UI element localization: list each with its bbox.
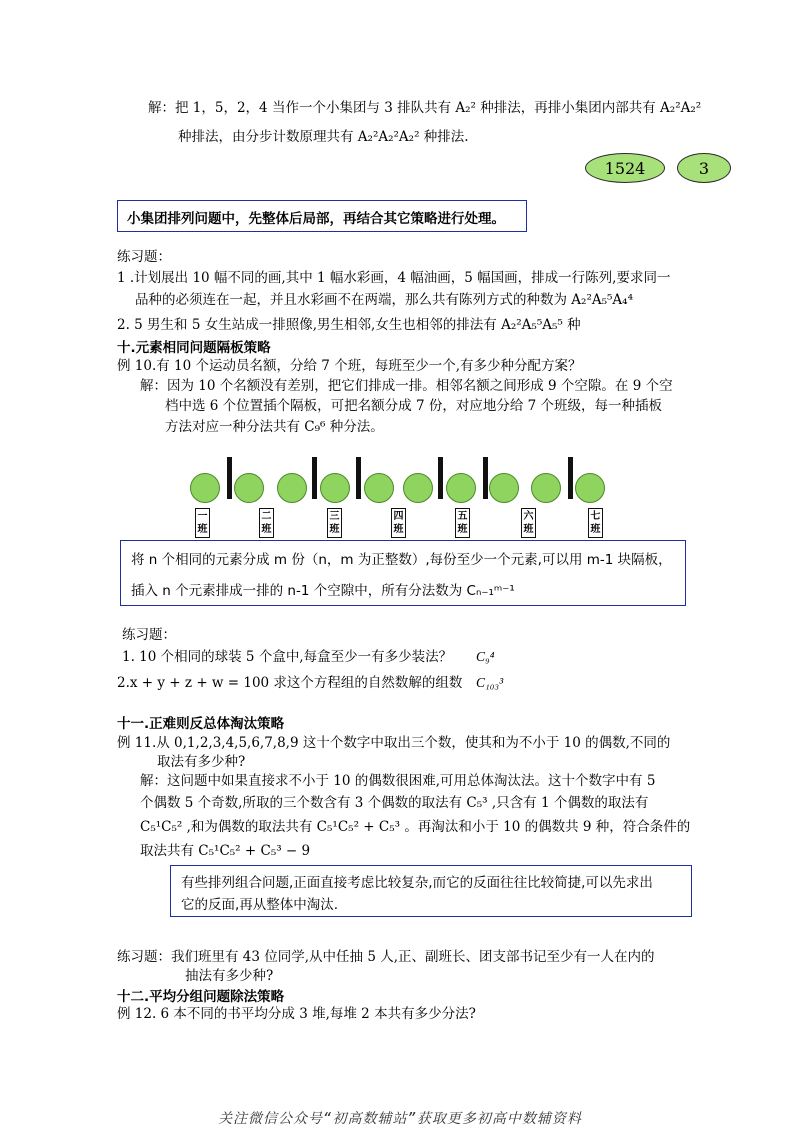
example-10-solution-line1: 解：因为 10 个名额没有差别，把它们排成一排。相邻名额之间形成 9 个空隙。在 9 个空 (140, 378, 673, 394)
summary-box-1 (117, 200, 527, 232)
item-circle (364, 473, 394, 503)
class-tag-6: 六 班 (521, 508, 536, 538)
practice-1-q2: 2. 5 男生和 5 女生站成一排照像,男生相邻,女生也相邻的排法有 A₂²A₅⁵A₅⁵ 种 (117, 317, 581, 333)
practice-2-q2-answer: C₁₀₃³ (476, 675, 504, 690)
class-tag-7: 七 班 (588, 508, 603, 538)
section-11-title: 十一.正难则反总体淘汰策略 (117, 716, 285, 732)
divider-bar (438, 457, 443, 499)
class-tag-4: 四 班 (391, 508, 406, 538)
oval-label-1524: 1524 (585, 153, 665, 183)
practice-1-q1-line1: 1 .计划展出 10 幅不同的画,其中 1 幅水彩画，4 幅油画，5 幅国画，排成一行陈列,要求同一 (117, 270, 671, 286)
example-11-solution-line1: 解：这问题中如果直接求不小于 10 的偶数很困难,可用总体淘汰法。这十个数字中有 5 (140, 773, 656, 789)
divider-bar (568, 457, 573, 499)
divider-bar (227, 457, 232, 499)
practice-2-heading: 练习题： (122, 627, 176, 643)
summary-box-2-line2: 插入 n 个元素排成一排的 n-1 个空隙中，所有分法数为 Cₙ₋₁ᵐ⁻¹ (131, 583, 515, 599)
example-11-solution-line3: C₅¹C₅² ,和为偶数的取法共有 C₅¹C₅² + C₅³ 。再淘汰和小于 10 的偶数共 9 种，符合条件的 (140, 819, 691, 835)
summary-box-2 (120, 540, 686, 606)
class-tag-3: 三 班 (327, 508, 342, 538)
summary-box-3 (170, 865, 692, 917)
class-tag-5: 五 班 (455, 508, 470, 538)
summary-box-3-line2: 它的反面,再从整体中淘汰. (181, 897, 339, 913)
example-11-line1: 例 11.从 0,1,2,3,4,5,6,7,8,9 这十个数字中取出三个数，使其和为不小于 10 的偶数,不同的 (117, 735, 671, 751)
divider-bar (483, 457, 488, 499)
oval-label-3: 3 (677, 153, 731, 183)
item-circle (531, 473, 561, 503)
practice-2-q2: 2.x + y + z + w = 100 求这个方程组的自然数解的组数 (117, 675, 463, 691)
practice-3-line2: 抽法有多少种? (185, 968, 274, 984)
example-10: 例 10.有 10 个运动员名额，分给 7 个班，每班至少一个,有多少种分配方案？ (117, 358, 582, 374)
item-circle (403, 473, 433, 503)
summary-box-1-text: 小集团排列问题中，先整体后局部，再结合其它策略进行处理。 (127, 211, 505, 227)
practice-1-heading: 练习题： (117, 249, 171, 265)
solution-line-1: 解：把 1，5，2，4 当作一个小集团与 3 排队共有 A₂² 种排法，再排小集团内部共有 A₂²A₂² (148, 100, 702, 116)
item-circle (446, 473, 476, 503)
solution-line-2: 种排法，由分步计数原理共有 A₂²A₂²A₂² 种排法. (178, 129, 469, 145)
section-12-title: 十二.平均分组问题除法策略 (117, 989, 285, 1005)
divider-bar (312, 457, 317, 499)
item-circle (489, 473, 519, 503)
class-tag-2: 二 班 (259, 508, 274, 538)
section-10-title: 十.元素相同问题隔板策略 (117, 340, 271, 356)
summary-box-2-line1: 将 n 个相同的元素分成 m 份（n，m 为正整数）,每份至少一个元素,可以用 m-1 块隔板， (131, 552, 672, 568)
item-circle (320, 473, 350, 503)
practice-3-line1: 练习题：我们班里有 43 位同学,从中任抽 5 人,正、副班长、团支部书记至少有一人在内的 (117, 949, 655, 965)
item-circle (190, 473, 220, 503)
class-tag-1: 一 班 (195, 508, 210, 538)
page-footer: 关注微信公众号“初高数辅站”获取更多初高中数辅资料 (218, 1111, 582, 1127)
item-circle (234, 473, 264, 503)
example-11-solution-line2: 个偶数 5 个奇数,所取的三个数含有 3 个偶数的取法有 C₅³ ,只含有 1 个偶数的取法有 (140, 795, 649, 811)
practice-1-q1-line2: 品种的必须连在一起，并且水彩画不在两端，那么共有陈列方式的种数为 A₂²A₅⁵A₄⁴ (135, 292, 634, 308)
item-circle (277, 473, 307, 503)
summary-box-3-line1: 有些排列组合问题,正面直接考虑比较复杂,而它的反面往往比较简捷,可以先求出 (181, 875, 653, 891)
divider-bar (356, 457, 361, 499)
item-circle (575, 473, 605, 503)
example-11-line2: 取法有多少种? (157, 754, 246, 770)
example-10-solution-line3: 方法对应一种分法共有 C₉⁶ 种分法。 (165, 419, 384, 435)
practice-2-q1-answer: C₉⁴ (476, 649, 495, 664)
practice-2-q1: 1. 10 个相同的球装 5 个盒中,每盒至少一有多少装法？ (122, 649, 453, 665)
example-10-solution-line2: 档中选 6 个位置插个隔板，可把名额分成 7 份，对应地分给 7 个班级，每一种插板 (165, 398, 663, 414)
example-11-solution-line4: 取法共有 C₅¹C₅² + C₅³ − 9 (140, 843, 311, 859)
example-12: 例 12. 6 本不同的书平均分成 3 堆,每堆 2 本共有多少分法? (117, 1006, 476, 1022)
